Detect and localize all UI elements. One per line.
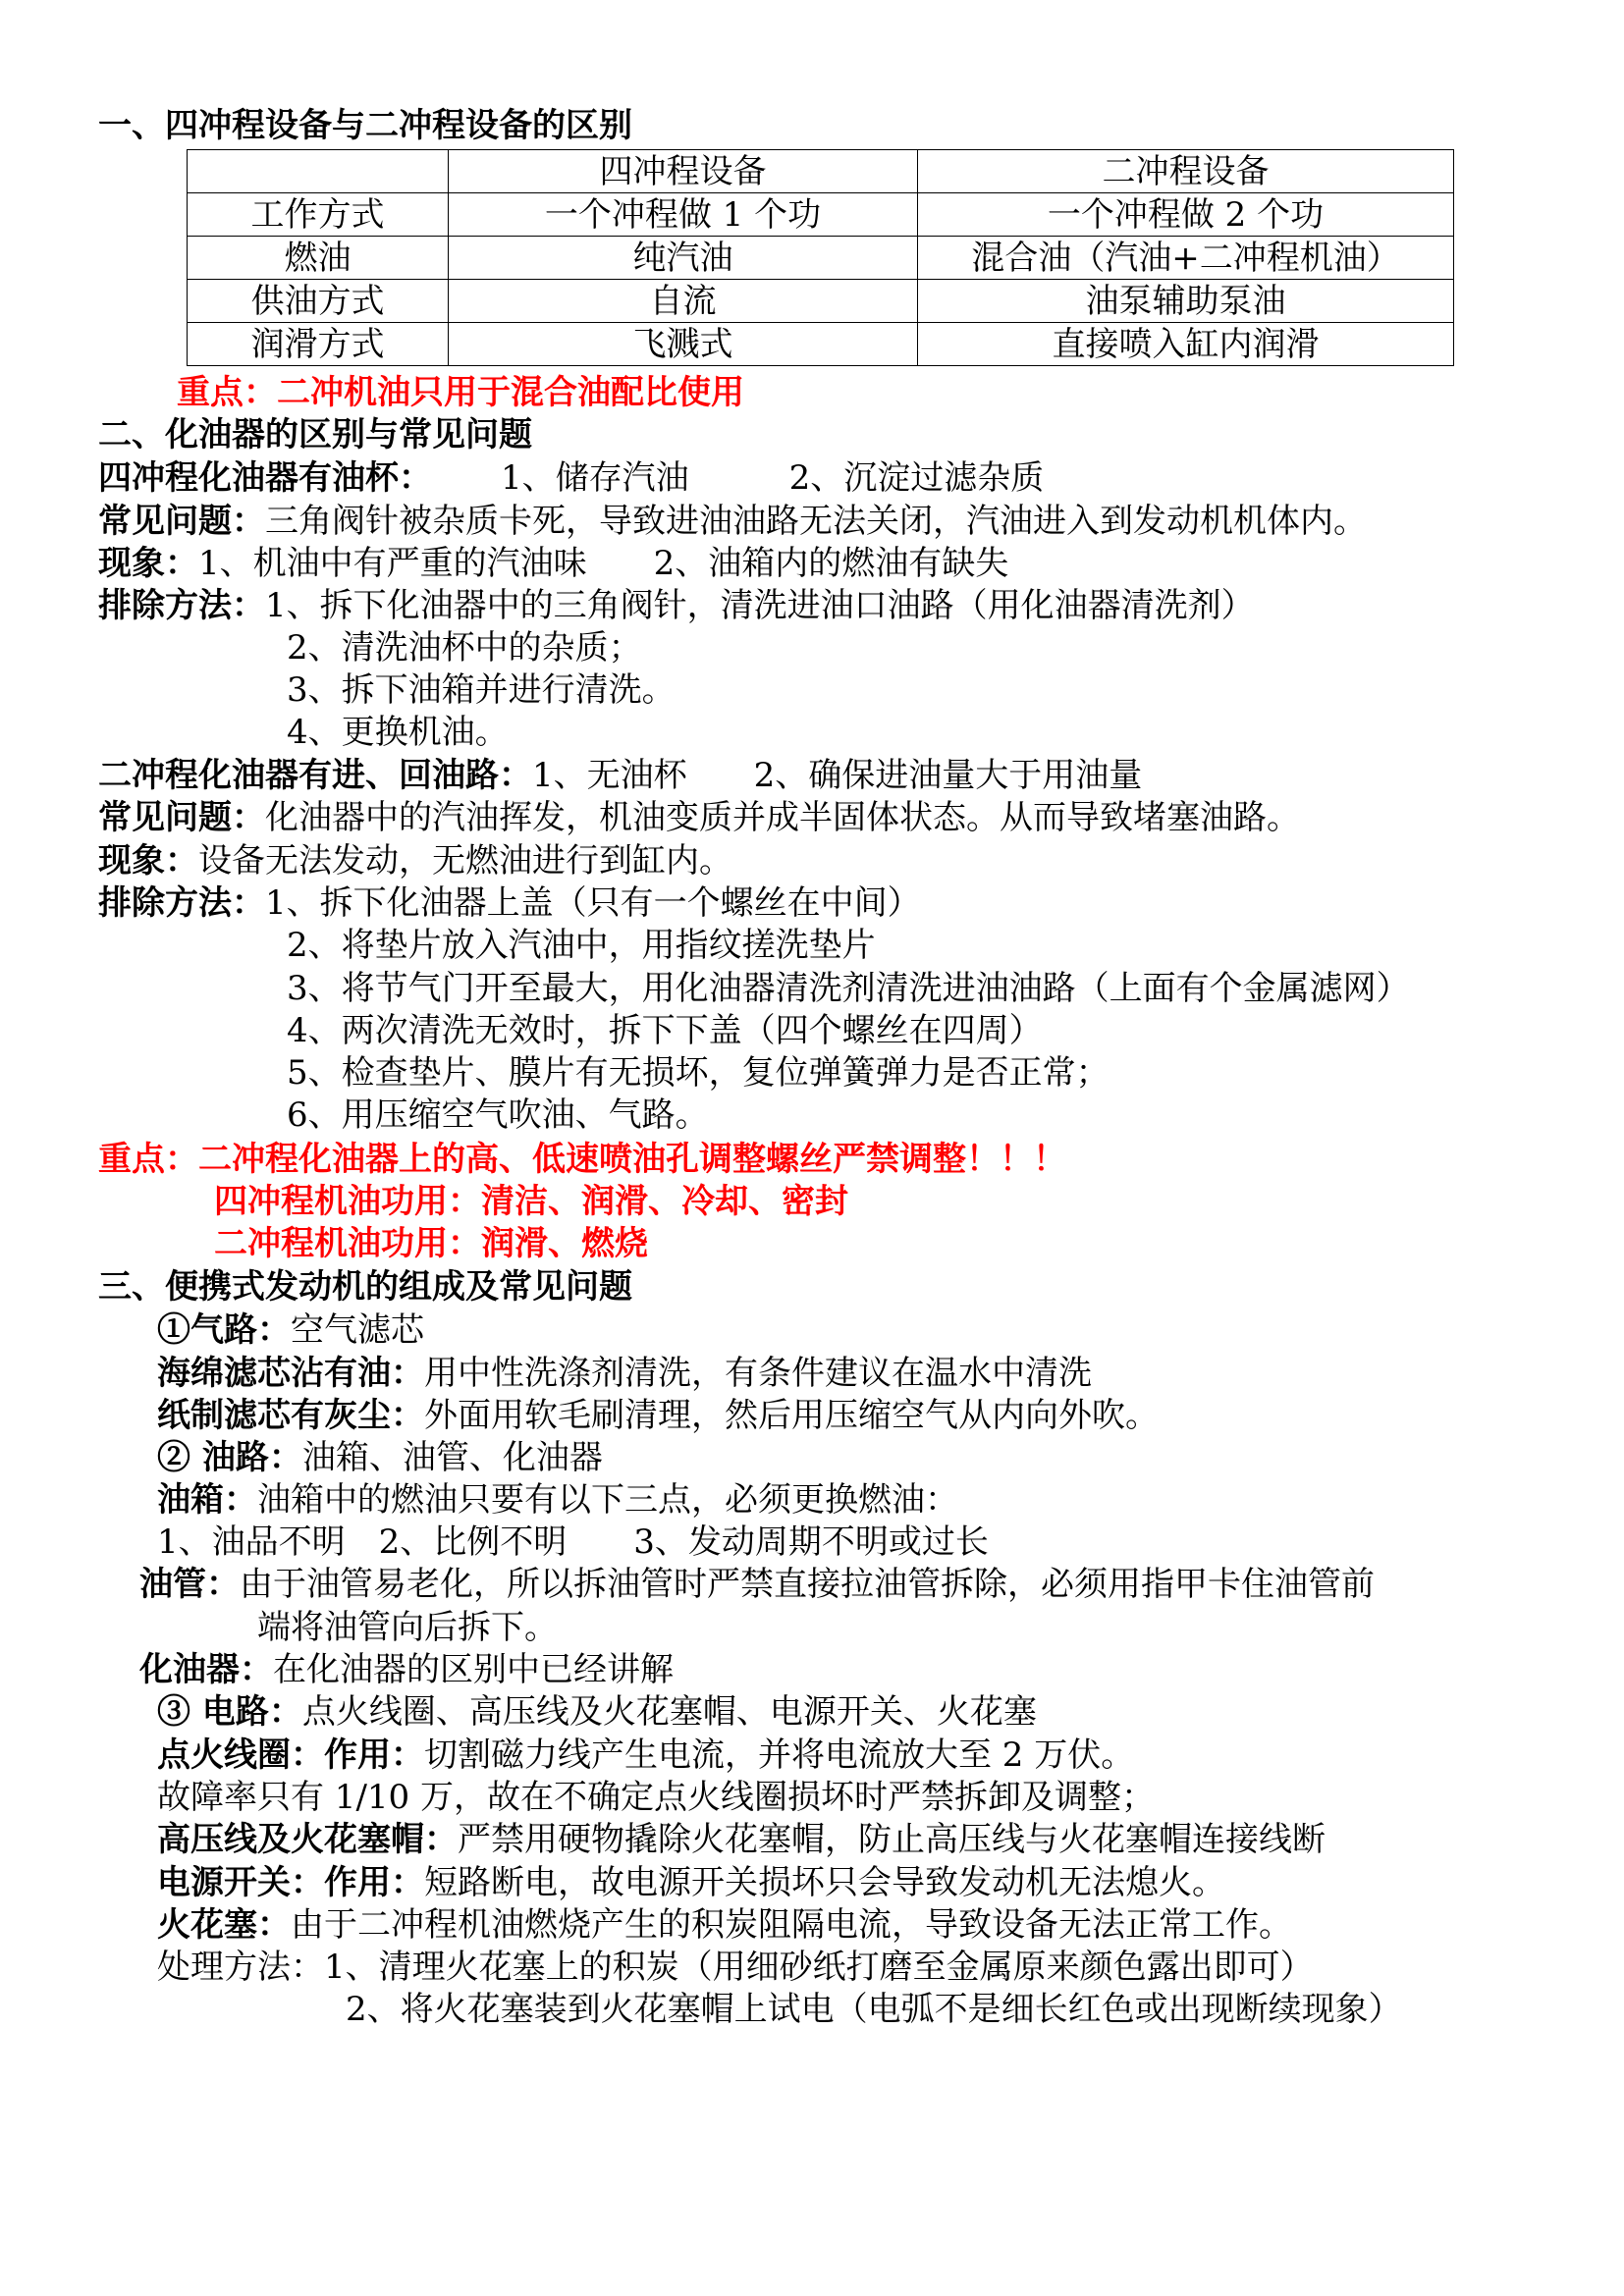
fix-label: 排除方法： bbox=[98, 586, 265, 625]
ignition-coil-line bbox=[157, 1734, 1134, 1777]
fix-step: 5、检查垫片、膜片有无损坏，复位弹簧弹力是否正常； bbox=[287, 1053, 1110, 1093]
problem-text: 化油器中的汽油挥发，机油变质并成半固体状态。从而导致堵塞油路。 bbox=[265, 798, 1300, 837]
section-3-title: 三、便携式发动机的组成及常见问题 bbox=[98, 1267, 632, 1307]
section-1-title: 一、四冲程设备与二冲程设备的区别 bbox=[98, 106, 632, 145]
table-header-cell: 二冲程设备 bbox=[918, 150, 1454, 193]
power-switch-line bbox=[157, 1861, 1225, 1904]
key-point-two-stroke-oil: 二冲程机油功用：润滑、燃烧 bbox=[214, 1224, 648, 1263]
air-path-value: 空气滤芯 bbox=[291, 1310, 424, 1350]
table-header-row bbox=[188, 150, 1454, 193]
table-row bbox=[188, 237, 1454, 280]
table-cell: 一个冲程做 1 个功 bbox=[449, 193, 918, 237]
two-stroke-carb-heading: 二冲程化油器有进、回油路： bbox=[98, 756, 532, 795]
table-cell: 供油方式 bbox=[188, 280, 449, 323]
key-point-no-adjust: 重点：二冲程化油器上的高、低速喷油孔调整螺丝严禁调整！！！ bbox=[98, 1140, 1066, 1179]
problem-label: 常见问题： bbox=[98, 502, 265, 541]
table-row bbox=[188, 280, 1454, 323]
oil-path-value: 油箱、油管、化油器 bbox=[301, 1438, 603, 1477]
key-point-four-stroke-oil: 四冲程机油功用：清洁、润滑、冷却、密封 bbox=[214, 1182, 848, 1221]
table-cell: 一个冲程做 2 个功 bbox=[918, 193, 1454, 237]
table-cell: 油泵辅助泵油 bbox=[918, 280, 1454, 323]
oil-path-line bbox=[157, 1436, 603, 1479]
fix-step: 2、将垫片放入汽油中，用指纹搓洗垫片 bbox=[287, 926, 876, 965]
table-cell: 混合油（汽油+二冲程机油） bbox=[918, 237, 1454, 280]
two-stroke-carb-items: 1、无油杯 2、确保进油量大于用油量 bbox=[532, 756, 1143, 795]
fix-step: 3、拆下油箱并进行清洗。 bbox=[287, 670, 676, 710]
carb-line bbox=[139, 1648, 674, 1691]
two-stroke-carb-line bbox=[98, 754, 1142, 797]
two-stroke-symptom bbox=[98, 839, 732, 882]
paper-filter-label: 纸制滤芯有灰尘： bbox=[157, 1396, 424, 1435]
sponge-filter-label: 海绵滤芯沾有油： bbox=[157, 1354, 424, 1393]
oil-path-label: ② 油路： bbox=[157, 1438, 302, 1477]
tank-line bbox=[157, 1478, 958, 1522]
problem-label: 常见问题： bbox=[98, 798, 265, 837]
section-2-title: 二、化油器的区别与常见问题 bbox=[98, 415, 532, 454]
four-stroke-fix bbox=[98, 584, 1255, 627]
table-cell: 直接喷入缸内润滑 bbox=[918, 323, 1454, 366]
air-path-line bbox=[157, 1308, 424, 1352]
four-stroke-carb-items: 1、储存汽油 2、沉淀过滤杂质 bbox=[501, 458, 1045, 498]
table-cell: 润滑方式 bbox=[188, 323, 449, 366]
hv-lead-line bbox=[157, 1818, 1326, 1861]
electric-path-value: 点火线圈、高压线及火花塞帽、电源开关、火花塞 bbox=[301, 1692, 1037, 1732]
problem-text: 三角阀针被杂质卡死，导致进油油路无法关闭，汽油进入到发动机机体内。 bbox=[265, 502, 1367, 541]
fix-step: 1、拆下化油器中的三角阀针，清洗进油口油路（用化油器清洗剂） bbox=[265, 586, 1255, 625]
four-stroke-carb-line bbox=[98, 456, 1044, 500]
two-stroke-fix bbox=[98, 881, 921, 925]
table-cell: 工作方式 bbox=[188, 193, 449, 237]
table-cell: 飞溅式 bbox=[449, 323, 918, 366]
pipe-text-continued: 端将油管向后拆下。 bbox=[257, 1608, 558, 1647]
power-switch-text: 短路断电，故电源开关损坏只会导致发动机无法熄火。 bbox=[424, 1863, 1225, 1902]
four-stroke-carb-heading: 四冲程化油器有油杯： bbox=[98, 458, 432, 498]
power-switch-label: 电源开关：作用： bbox=[157, 1863, 424, 1902]
pipe-label: 油管： bbox=[139, 1565, 240, 1604]
fix-step: 2、清洗油杯中的杂质； bbox=[287, 628, 642, 667]
table-cell: 纯汽油 bbox=[449, 237, 918, 280]
spark-plug-line bbox=[157, 1903, 1292, 1947]
ignition-coil-label: 点火线圈：作用： bbox=[157, 1735, 424, 1775]
four-stroke-problem bbox=[98, 500, 1367, 543]
fix-label: 排除方法： bbox=[98, 883, 265, 923]
symptom-text: 1、机油中有严重的汽油味 2、油箱内的燃油有缺失 bbox=[198, 544, 1009, 583]
hv-lead-text: 严禁用硬物撬除火花塞帽，防止高压线与火花塞帽连接线断 bbox=[458, 1820, 1326, 1859]
table-row bbox=[188, 323, 1454, 366]
ignition-coil-text: 切割磁力线产生电流，并将电流放大至 2 万伏。 bbox=[424, 1735, 1135, 1775]
table-header-cell bbox=[188, 150, 449, 193]
fix-step: 1、拆下化油器上盖（只有一个螺丝在中间） bbox=[265, 883, 921, 923]
two-stroke-problem bbox=[98, 796, 1300, 839]
carb-label: 化油器： bbox=[139, 1650, 273, 1689]
symptom-label: 现象： bbox=[98, 544, 198, 583]
comparison-table bbox=[187, 149, 1454, 366]
air-path-label: ①气路： bbox=[157, 1310, 291, 1350]
table-header-cell: 四冲程设备 bbox=[449, 150, 918, 193]
electric-path-label: ③ 电路： bbox=[157, 1692, 302, 1732]
pipe-line bbox=[139, 1563, 1375, 1606]
fix-step: 6、用压缩空气吹油、气路。 bbox=[287, 1095, 709, 1135]
tank-label: 油箱： bbox=[157, 1480, 257, 1520]
sponge-filter-line bbox=[157, 1352, 1092, 1395]
paper-filter-line bbox=[157, 1394, 1159, 1437]
tank-items: 1、油品不明 2、比例不明 3、发动周期不明或过长 bbox=[157, 1522, 989, 1562]
spark-plug-label: 火花塞： bbox=[157, 1905, 291, 1945]
table-cell: 自流 bbox=[449, 280, 918, 323]
paper-filter-text: 外面用软毛刷清理，然后用压缩空气从内向外吹。 bbox=[424, 1396, 1159, 1435]
key-point-mixing-oil: 重点：二冲机油只用于混合油配比使用 bbox=[177, 373, 744, 412]
spark-plug-method-2: 2、将火花塞装到火花塞帽上试电（电弧不是细长红色或出现断续现象） bbox=[346, 1990, 1402, 2029]
hv-lead-label: 高压线及火花塞帽： bbox=[157, 1820, 458, 1859]
fix-step: 4、两次清洗无效时，拆下下盖（四个螺丝在四周） bbox=[287, 1011, 1043, 1050]
symptom-label: 现象： bbox=[98, 841, 198, 881]
electric-path-line bbox=[157, 1690, 1037, 1734]
table-cell: 燃油 bbox=[188, 237, 449, 280]
spark-plug-method-1: 处理方法：1、清理火花塞上的积炭（用细砂纸打磨至金属原来颜色露出即可） bbox=[157, 1948, 1314, 1987]
tank-text: 油箱中的燃油只要有以下三点，必须更换燃油： bbox=[257, 1480, 958, 1520]
table-row bbox=[188, 193, 1454, 237]
sponge-filter-text: 用中性洗涤剂清洗，有条件建议在温水中清洗 bbox=[424, 1354, 1092, 1393]
spark-plug-text: 由于二冲程机油燃烧产生的积炭阻隔电流，导致设备无法正常工作。 bbox=[291, 1905, 1292, 1945]
carb-text: 在化油器的区别中已经讲解 bbox=[273, 1650, 674, 1689]
ignition-coil-failure-rate: 故障率只有 1/10 万，故在不确定点火线圈损坏时严禁拆卸及调整； bbox=[157, 1778, 1155, 1817]
symptom-text: 设备无法发动，无燃油进行到缸内。 bbox=[198, 841, 732, 881]
fix-step: 4、更换机油。 bbox=[287, 713, 509, 752]
pipe-text: 由于油管易老化，所以拆油管时严禁直接拉油管拆除，必须用指甲卡住油管前 bbox=[240, 1565, 1375, 1604]
four-stroke-symptom bbox=[98, 542, 1008, 585]
fix-step: 3、将节气门开至最大，用化油器清洗剂清洗进油油路（上面有个金属滤网） bbox=[287, 969, 1410, 1008]
